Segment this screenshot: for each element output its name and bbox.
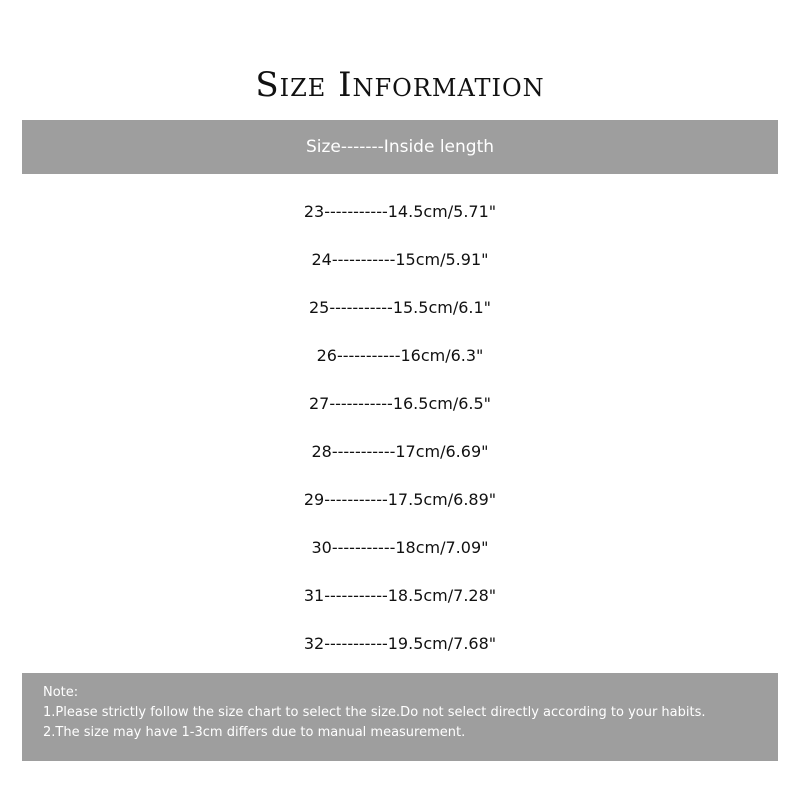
size-row: 31-----------18.5cm/7.28" <box>303 586 497 605</box>
size-list <box>0 188 800 668</box>
size-row: 32-----------19.5cm/7.68" <box>303 634 497 653</box>
size-row: 27-----------16.5cm/6.5" <box>308 394 492 413</box>
size-header-label: Size-------Inside length <box>305 137 495 157</box>
size-row: 24-----------15cm/5.91" <box>311 250 489 269</box>
note-line: 2.The size may have 1-3cm differs due to manual measurement. <box>43 725 466 740</box>
note-line: 1.Please strictly follow the size chart to select the size.Do not select directly according to your habits. <box>43 705 706 720</box>
size-row: 25-----------15.5cm/6.1" <box>308 298 492 317</box>
size-row: 29-----------17.5cm/6.89" <box>303 490 497 509</box>
page-title: Size Information <box>255 65 545 105</box>
size-row: 26-----------16cm/6.3" <box>316 346 484 365</box>
note-band <box>22 673 778 761</box>
size-row: 23-----------14.5cm/5.71" <box>303 202 497 221</box>
size-row: 30-----------18cm/7.09" <box>311 538 489 557</box>
note-heading: Note: <box>43 685 79 700</box>
size-header-band <box>22 120 778 174</box>
size-row: 28-----------17cm/6.69" <box>311 442 489 461</box>
